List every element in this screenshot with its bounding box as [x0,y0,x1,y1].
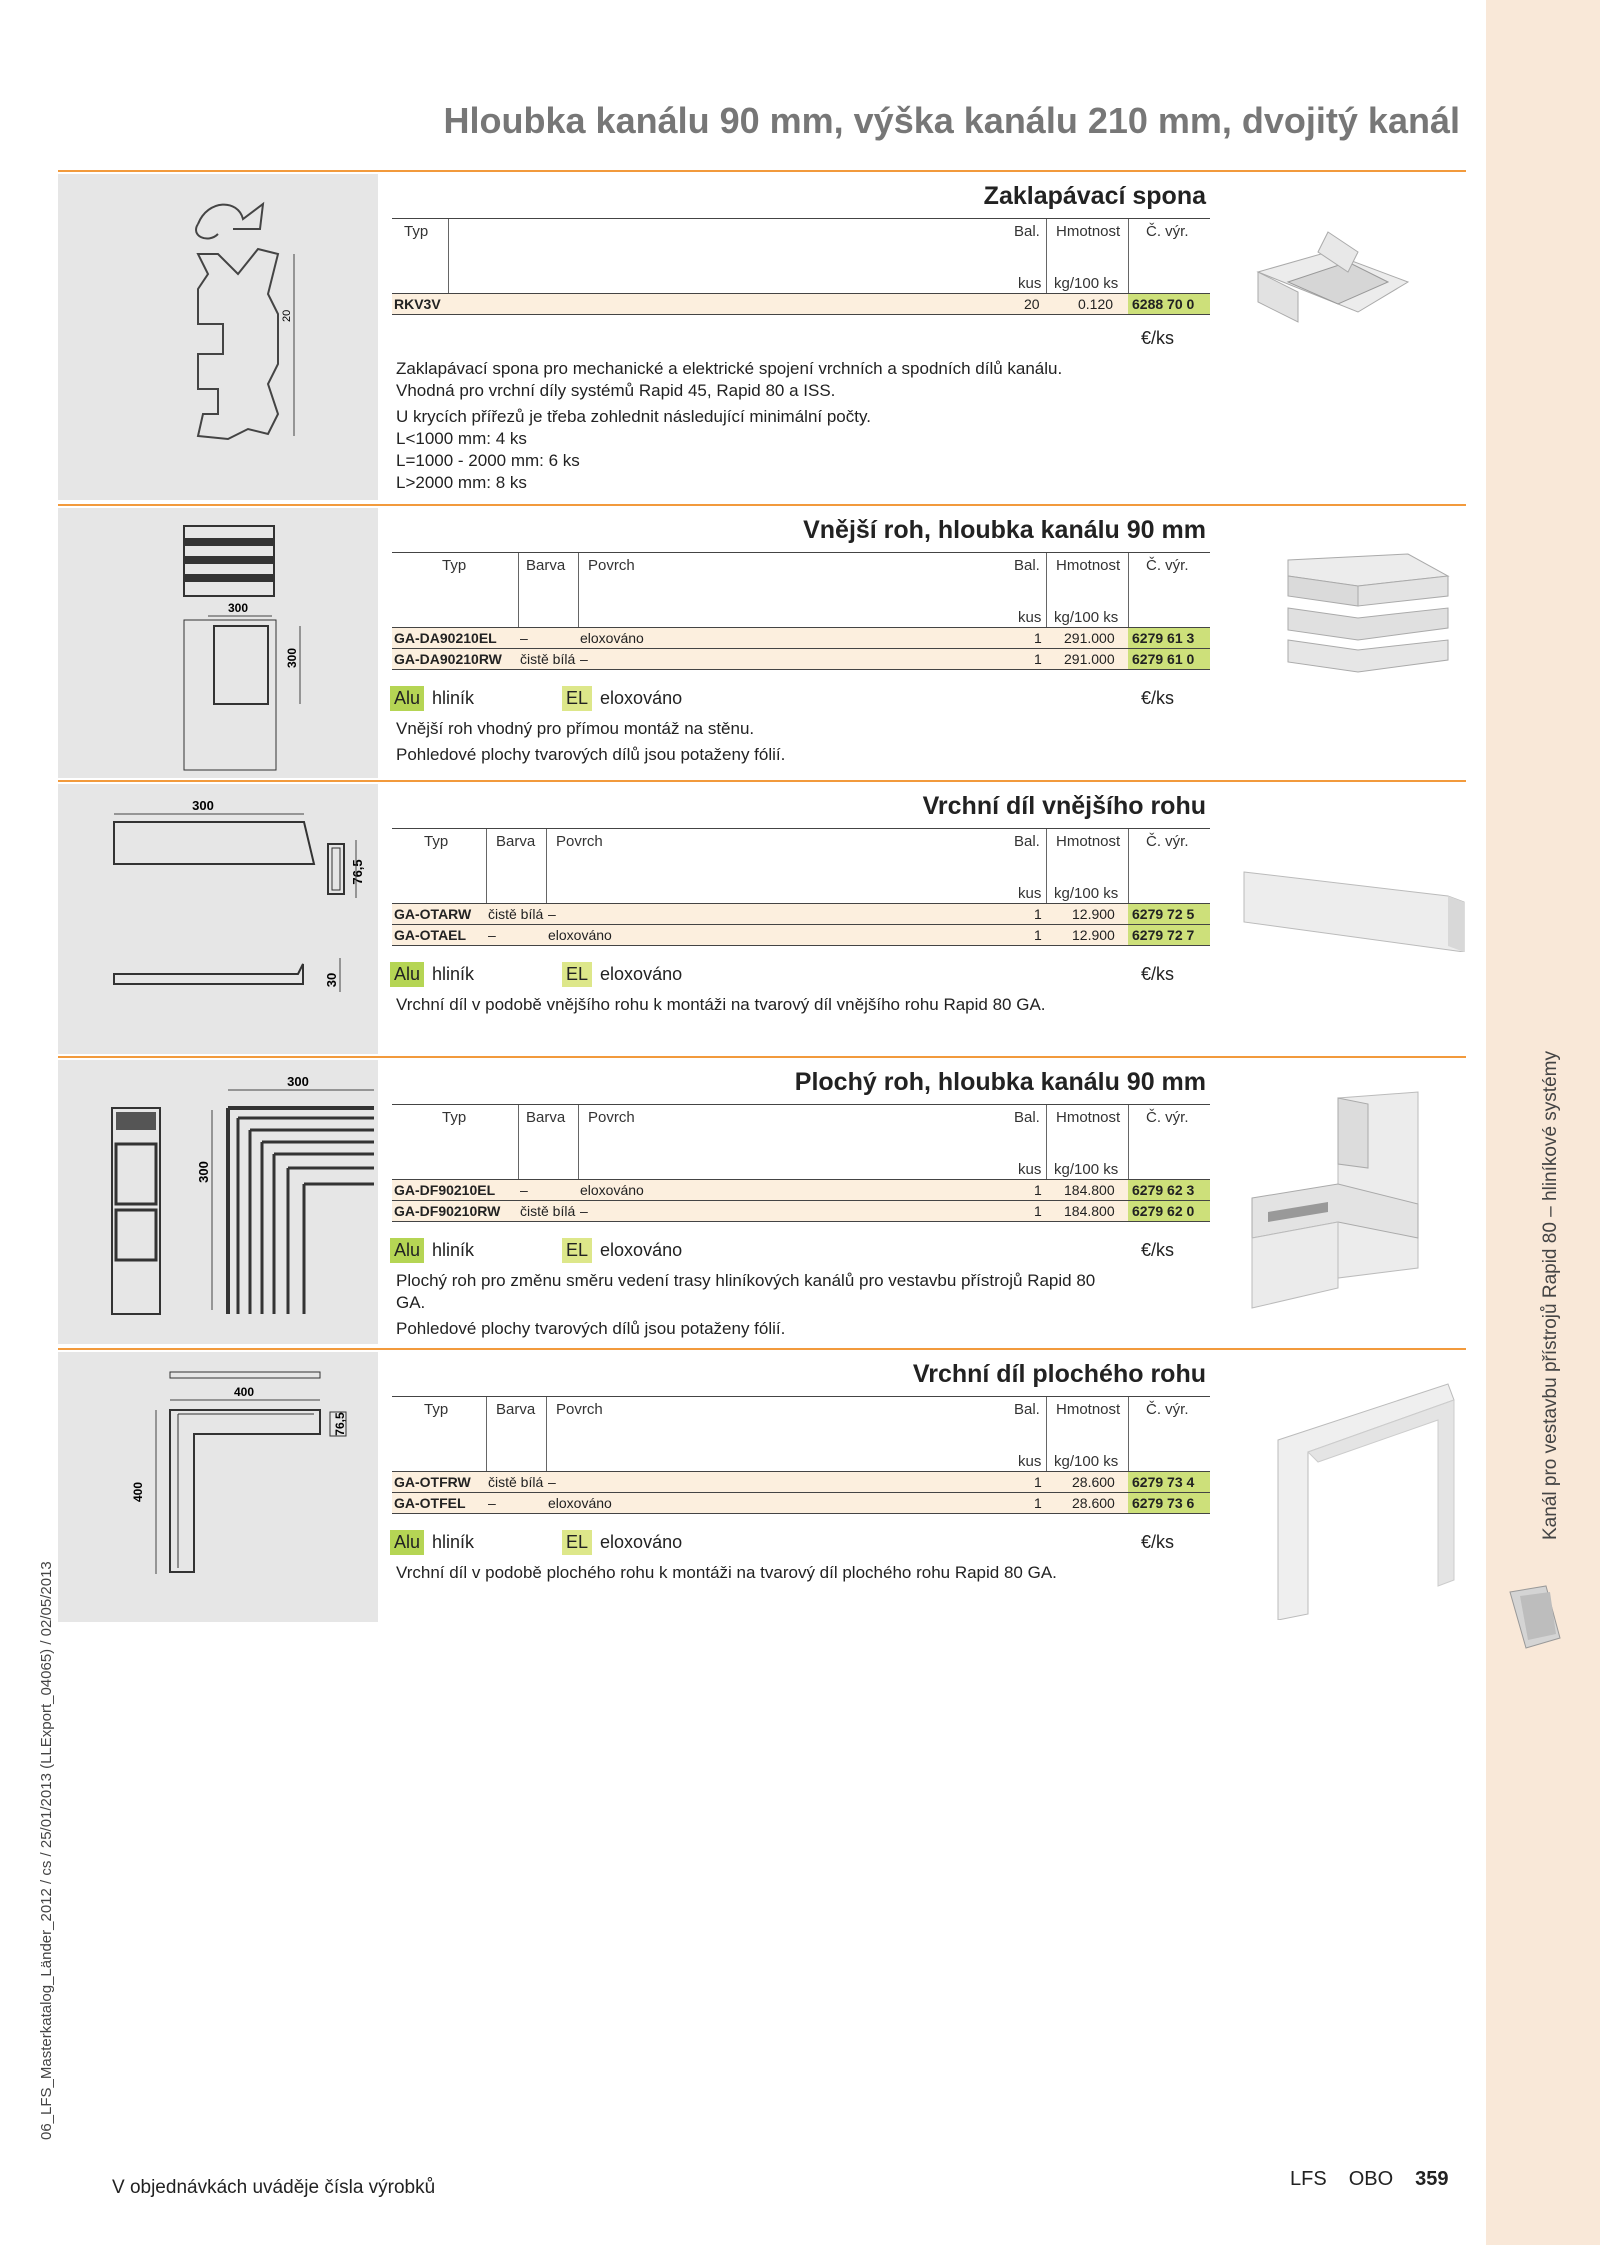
product-code: 6279 61 0 [1128,649,1210,669]
drawing-dimension: 300 [287,1074,309,1089]
finish-tag: EL eloxováno [562,686,682,711]
price-unit: €/ks [1140,1532,1174,1552]
product-code: 6279 61 3 [1128,628,1210,648]
drawing-dimension: 300 [227,601,249,615]
table-row: GA-OTARW čistě bílá – 1 12.900 6279 72 5 [392,904,1210,925]
material-tag: Alu hliník [390,1530,474,1555]
finish-tag: EL eloxováno [562,1530,682,1555]
product-code: 6279 73 6 [1128,1493,1210,1513]
col-bal: Bal. [1014,223,1040,240]
product-code: 6279 62 0 [1128,1201,1210,1221]
product-section-outer-corner-cover [58,780,1466,1056]
channel-thumbnail-icon [1506,1582,1562,1652]
material-tag: Alu hliník [390,962,474,987]
price-unit: €/ks [1140,964,1174,984]
product-section-clip [58,170,1466,502]
technical-drawing-panel [58,508,378,778]
table-row: GA-DF90210EL – eloxováno 1 184.800 6279 62 3 [392,1180,1210,1201]
description: Vrchní díl v podobě vnějšího rohu k montáži na tvarový díl vnějšího rohu Rapid 80 GA. [396,995,1046,1014]
brand-obo: OBO [1348,2168,1394,2190]
col-cvyr: Č. výr. [1146,223,1189,240]
product-photo-clip [1238,212,1428,342]
product-section-outer-corner [58,504,1466,780]
price-unit: €/ks [1140,1240,1174,1260]
drawing-dimension: 30 [324,972,339,988]
description: Vrchní díl v podobě plochého rohu k montáži na tvarový díl plochého rohu Rapid 80 GA. [396,1563,1057,1582]
price-unit: €/ks [1140,328,1174,348]
sidebar-section-title: Kanál pro vestavbu přístrojů Rapid 80 – hliníkové systémy [1540,1051,1561,1540]
col-hmotnost: Hmotnost [1056,223,1121,240]
description: Vnější roh vhodný pro přímou montáž na stěnu. Pohledové plochy tvarových dílů jsou potaženy fólií. [396,719,786,764]
drawing-dimension: 400 [131,1481,145,1503]
product-table: Typ Barva Povrch Bal. Hmotnost Č. výr. kus kg/100 ks GA-DA90210EL – eloxováno 1 291.000 6279 61 3 GA-DA90210RW čistě bílá – 1 291.000 6279 61 0 [392,552,1210,670]
section-title: Vrchní díl plochého rohu [912,1360,1206,1388]
drawing-dimension: 400 [233,1385,255,1399]
product-photo-outer-corner [1238,546,1468,676]
description: Zaklapávací spona pro mechanické a elektrické spojení vrchních a spodních dílů kanálu. Vhodná pro vrchní díly systémů Rapid 45, Rapid 80 a ISS. U krycích přířezů je třeba zohlednit následující minimální počty. L<1000 mm: 4 ks L=1000 - 2000 mm: 6 ks L>2000 mm: 8 ks [396,359,1063,492]
material-tag: Alu hliník [390,686,474,711]
drawing-dimension: 20 [281,309,293,322]
product-code: 6279 73 4 [1128,1472,1210,1492]
product-code: 6288 70 0 [1128,294,1210,314]
product-table: Typ Barva Povrch Bal. Hmotnost Č. výr. kus kg/100 ks GA-OTARW čistě bílá – 1 12.900 6279 72 5 GA-OTAEL – eloxováno 1 12.900 6279 72 7 [392,828,1210,946]
technical-drawing-panel [58,1352,378,1622]
product-section-flat-corner [58,1056,1466,1346]
drawing-dimension: 300 [285,647,299,669]
table-row: GA-DF90210RW čistě bílá – 1 184.800 6279 62 0 [392,1201,1210,1222]
material-tag: Alu hliník [390,1238,474,1263]
outer-corner-technical-drawing [58,508,378,778]
finish-tag: EL eloxováno [562,962,682,987]
table-row: GA-OTFRW čistě bílá – 1 28.600 6279 73 4 [392,1472,1210,1493]
table-row: GA-DA90210EL – eloxováno 1 291.000 6279 61 3 [392,628,1210,649]
product-table: Typ Barva Povrch Bal. Hmotnost Č. výr. kus kg/100 ks GA-OTFRW čistě bílá – 1 28.600 6279 73 4 GA-OTFEL – eloxováno 1 28.600 6279 73 6 [392,1396,1210,1514]
product-table [392,218,1210,315]
flat-corner-technical-drawing [58,1060,378,1344]
drawing-dimension: 76,5 [350,859,365,885]
unit-kus: kus [1018,275,1042,292]
page-title: Hloubka kanálu 90 mm, výška kanálu 210 mm, dvojitý kanál [443,100,1460,141]
table-row: GA-DA90210RW čistě bílá – 1 291.000 6279 61 0 [392,649,1210,670]
product-table: Typ Barva Povrch Bal. Hmotnost Č. výr. kus kg/100 ks GA-DF90210EL – eloxováno 1 184.800 6279 62 3 GA-DF90210RW čistě bílá – 1 184.800 6279 62 0 [392,1104,1210,1222]
col-typ: Typ [404,223,429,240]
footer-brand [1290,2168,1449,2191]
table-row: GA-OTAEL – eloxováno 1 12.900 6279 72 7 [392,925,1210,946]
flat-corner-cover-technical-drawing [58,1352,378,1622]
description: Plochý roh pro změnu směru vedení trasy hliníkových kanálů pro vestavbu přístrojů Rapid 80 GA. Pohledové plochy tvarových dílů jsou potaženy fólií. [396,1271,1096,1338]
technical-drawing-panel [58,174,378,500]
product-photo-flat-corner-cover [1238,1380,1468,1620]
product-section-flat-corner-cover [58,1348,1466,1624]
section-title: Vnější roh, hloubka kanálu 90 mm [803,516,1206,544]
technical-drawing-panel [58,784,378,1054]
table-row: RKV3V 20 0.120 6288 70 0 [392,294,1210,315]
footer-note: V objednávkách uváděje čísla výrobků [112,2177,436,2198]
brand-lfs: LFS [1290,2168,1327,2190]
price-unit: €/ks [1140,688,1174,708]
finish-tag: EL eloxováno [562,1238,682,1263]
section-title: Zaklapávací spona [983,182,1206,210]
clip-technical-drawing [58,174,378,500]
product-photo-flat-corner [1238,1088,1428,1318]
product-code: 6279 72 7 [1128,925,1210,945]
product-photo-outer-corner-cover [1238,862,1468,952]
unit-kg: kg/100 ks [1054,275,1119,292]
technical-drawing-panel [58,1060,378,1344]
product-code: 6279 72 5 [1128,904,1210,924]
page-number: 359 [1415,2168,1449,2190]
drawing-dimension: 76,5 [333,1412,347,1436]
outer-corner-cover-technical-drawing [58,784,378,1054]
product-code: 6279 62 3 [1128,1180,1210,1200]
table-row: GA-OTFEL – eloxováno 1 28.600 6279 73 6 [392,1493,1210,1514]
print-meta: 06_LFS_Masterkatalog_Länder_2012 / cs / 25/01/2013 (LLExport_04065) / 02/05/2013 [38,1561,55,2140]
section-title: Plochý roh, hloubka kanálu 90 mm [794,1068,1206,1096]
drawing-dimension: 300 [192,798,214,813]
drawing-dimension: 300 [196,1161,211,1183]
section-title: Vrchní díl vnějšího rohu [922,792,1206,820]
